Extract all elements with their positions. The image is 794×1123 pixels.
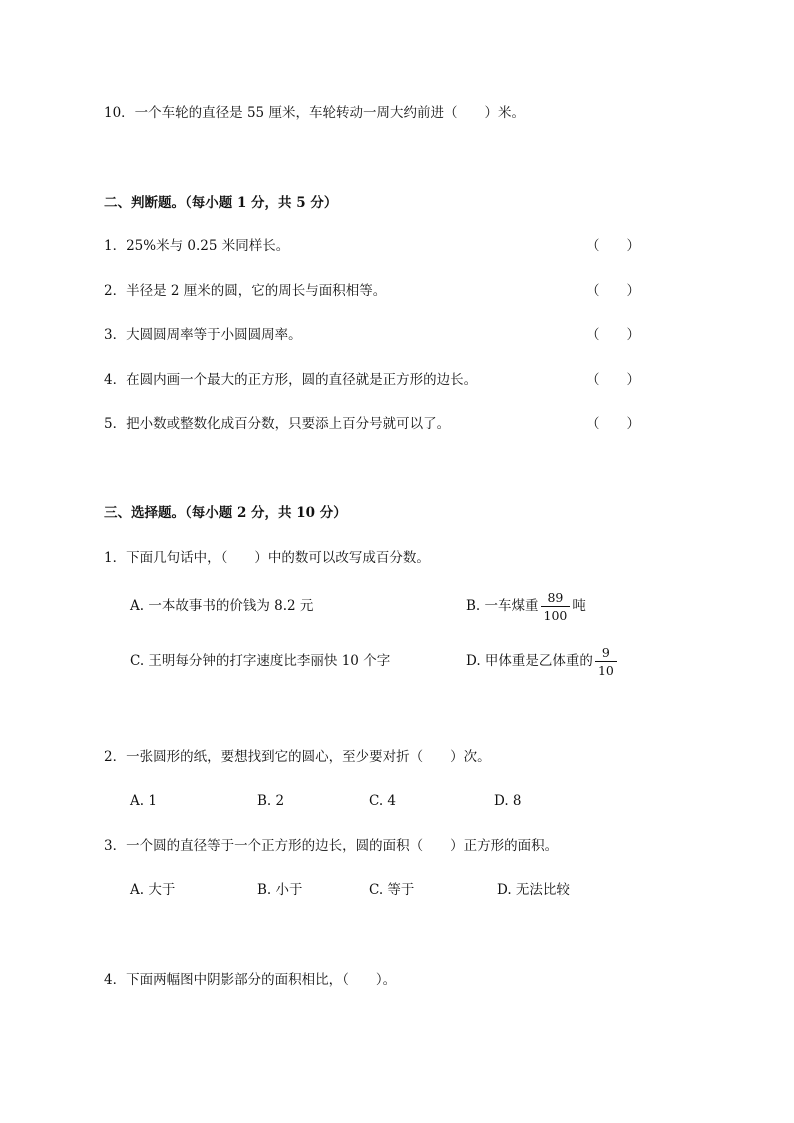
judge-item-4: 4．在圆内画一个最大的正方形，圆的直径就是正方形的边长。: [104, 372, 478, 388]
judge-answer-paren-5: （ ）: [586, 416, 640, 432]
fraction-89-over-100: [541, 589, 571, 624]
choice-q1-option-b: [466, 586, 586, 626]
choice-q2-option-b: B. 2: [257, 793, 285, 809]
option-b-suffix: 吨: [572, 598, 586, 614]
choice-q3-option-a: A. 大于: [130, 882, 176, 898]
section-2-title: 二、判断题。（每小题 1 分，共 5 分）: [104, 195, 338, 211]
choice-q2-stem: 2．一张圆形的纸，要想找到它的圆心，至少要对折（ ）次。: [104, 749, 491, 765]
option-b-prefix: B. 一车煤重: [466, 598, 539, 614]
choice-q1-option-d: [466, 641, 619, 681]
judge-item-5: 5．把小数或整数化成百分数，只要添上百分号就可以了。: [104, 416, 451, 432]
judge-answer-paren-1: （ ）: [586, 238, 640, 254]
fraction-denominator: 10: [597, 663, 614, 678]
judge-item-1: 1．25%米与 0.25 米同样长。: [104, 238, 290, 254]
option-d-prefix: D. 甲体重是乙体重的: [466, 653, 593, 669]
fraction-9-over-10: [595, 644, 617, 679]
choice-q3-stem: 3．一个圆的直径等于一个正方形的边长，圆的面积（ ）正方形的面积。: [104, 838, 559, 854]
judge-answer-paren-4: （ ）: [586, 372, 640, 388]
judge-item-2: 2．半径是 2 厘米的圆，它的周长与面积相等。: [104, 283, 387, 299]
judge-answer-paren-2: （ ）: [586, 283, 640, 299]
fraction-numerator: 9: [595, 644, 617, 662]
fraction-numerator: 89: [541, 589, 571, 607]
judge-item-3: 3．大圆圆周率等于小圆圆周率。: [104, 327, 302, 343]
judge-answer-paren-3: （ ）: [586, 327, 640, 343]
choice-q2-option-d: D. 8: [494, 793, 522, 809]
choice-q2-option-a: A. 1: [130, 793, 157, 809]
choice-q2-option-c: C. 4: [369, 793, 397, 809]
choice-q1-option-a: A. 一本故事书的价钱为 8.2 元: [130, 598, 314, 614]
choice-q1-stem: 1．下面几句话中，（ ）中的数可以改写成百分数。: [104, 550, 430, 566]
choice-q4-stem: 4．下面两幅图中阴影部分的面积相比，（ ）。: [104, 972, 397, 988]
choice-q3-option-c: C. 等于: [369, 882, 415, 898]
section-3-title: 三、选择题。（每小题 2 分，共 10 分）: [104, 505, 347, 521]
question-10: 10．一个车轮的直径是 55 厘米，车轮转动一周大约前进（ ）米。: [104, 105, 525, 121]
choice-q3-option-d: D. 无法比较: [497, 882, 570, 898]
choice-q3-option-b: B. 小于: [257, 882, 303, 898]
choice-q1-option-c: C. 王明每分钟的打字速度比李丽快 10 个字: [130, 653, 391, 669]
fraction-denominator: 100: [543, 608, 568, 623]
